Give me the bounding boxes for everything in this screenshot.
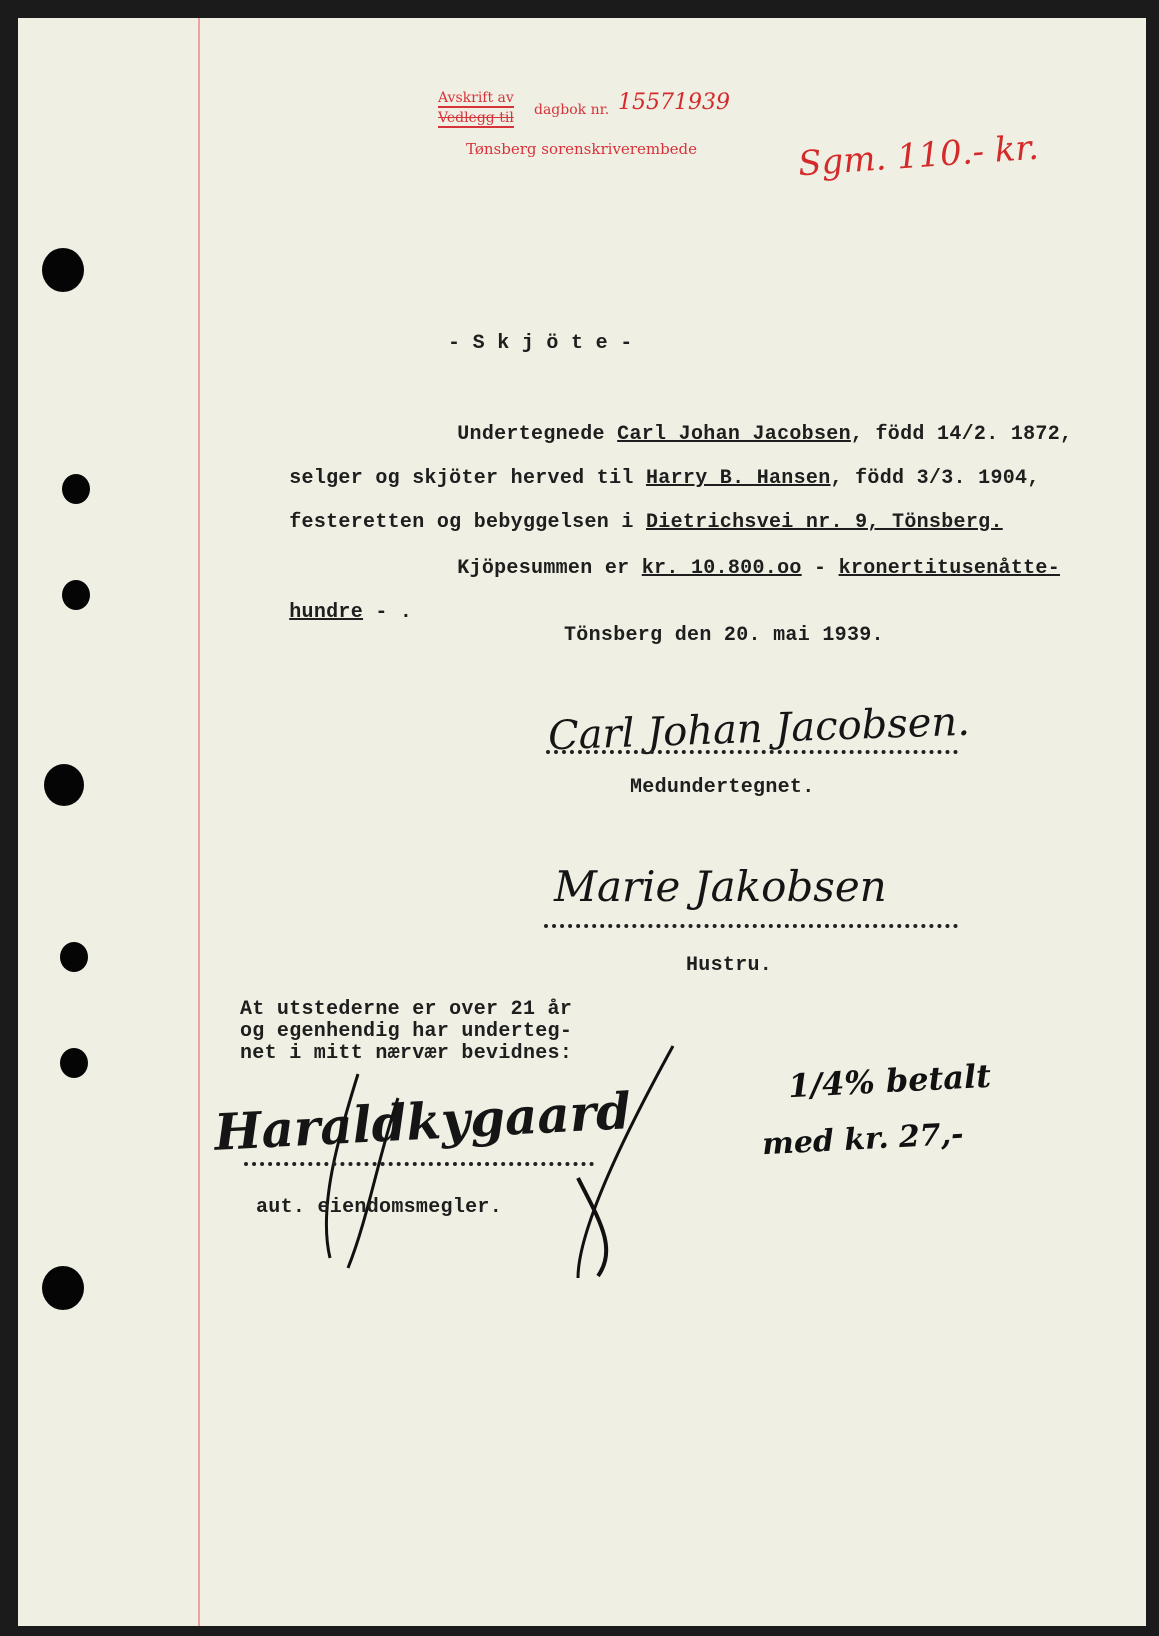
amount-in-words-2: hundre: [289, 601, 364, 624]
fee-paid-note-2: med kr. 27,-: [761, 1116, 965, 1163]
stamp-line-1: Avskrift av: [438, 90, 514, 106]
signature-line: [244, 1162, 594, 1166]
document-title: - S k j ö t e -: [448, 332, 633, 355]
stamp-office: Tønsberg sorenskriverembede: [466, 140, 698, 158]
text: selger og skjöter herved til: [289, 467, 646, 490]
text: , född 3/3. 1904,: [830, 467, 1040, 490]
text: Kjöpesummen er: [457, 557, 642, 580]
stamp-line-2: Vedlegg til: [438, 110, 514, 126]
buyer-name: Harry B. Hansen: [645, 467, 831, 490]
document-page: [18, 18, 1146, 1626]
sig2-caption: Hustru.: [686, 954, 773, 977]
stamp-dagbok-number: 1557: [618, 90, 674, 115]
witness-signature-flourish: [18, 18, 1146, 1626]
text: , född 14/2. 1872,: [850, 423, 1073, 446]
purchase-amount: kr. 10.800.oo: [641, 557, 802, 580]
text: festeretten og bebyggelsen i: [289, 511, 646, 534]
text: Undertegnede: [457, 423, 618, 446]
stamp-dagbok-label: dagbok nr.: [534, 102, 610, 118]
amount-in-words-1: kronertitusenåtte-: [838, 557, 1061, 580]
text: -: [801, 557, 839, 580]
seller-name: Carl Johan Jacobsen: [617, 423, 851, 446]
witness-line-2: og egenhendig har underteg-: [240, 1020, 573, 1043]
witness-line-1: At utstederne er over 21 år: [240, 998, 573, 1021]
witness-signature: Haraldkygaard: [212, 1081, 633, 1162]
witness-line-3: net i mitt nærvær bevidnes:: [240, 1042, 573, 1065]
fee-paid-note-1: 1/4% betalt: [787, 1056, 992, 1106]
stamp-year: 1939: [674, 90, 730, 115]
witness-caption: aut. eiendomsmegler.: [256, 1196, 503, 1219]
property-address: Dietrichsvei nr. 9, Tönsberg.: [645, 511, 1003, 534]
spouse-signature: Marie Jakobsen: [554, 862, 887, 911]
place-date: Tönsberg den 20. mai 1939.: [564, 624, 884, 647]
text: - .: [363, 601, 413, 624]
fee-note: Sgm. 110.- kr.: [796, 127, 1040, 185]
seller-signature: Carl Johan Jacobsen.: [547, 698, 971, 760]
sig1-caption: Medundertegnet.: [630, 776, 815, 799]
